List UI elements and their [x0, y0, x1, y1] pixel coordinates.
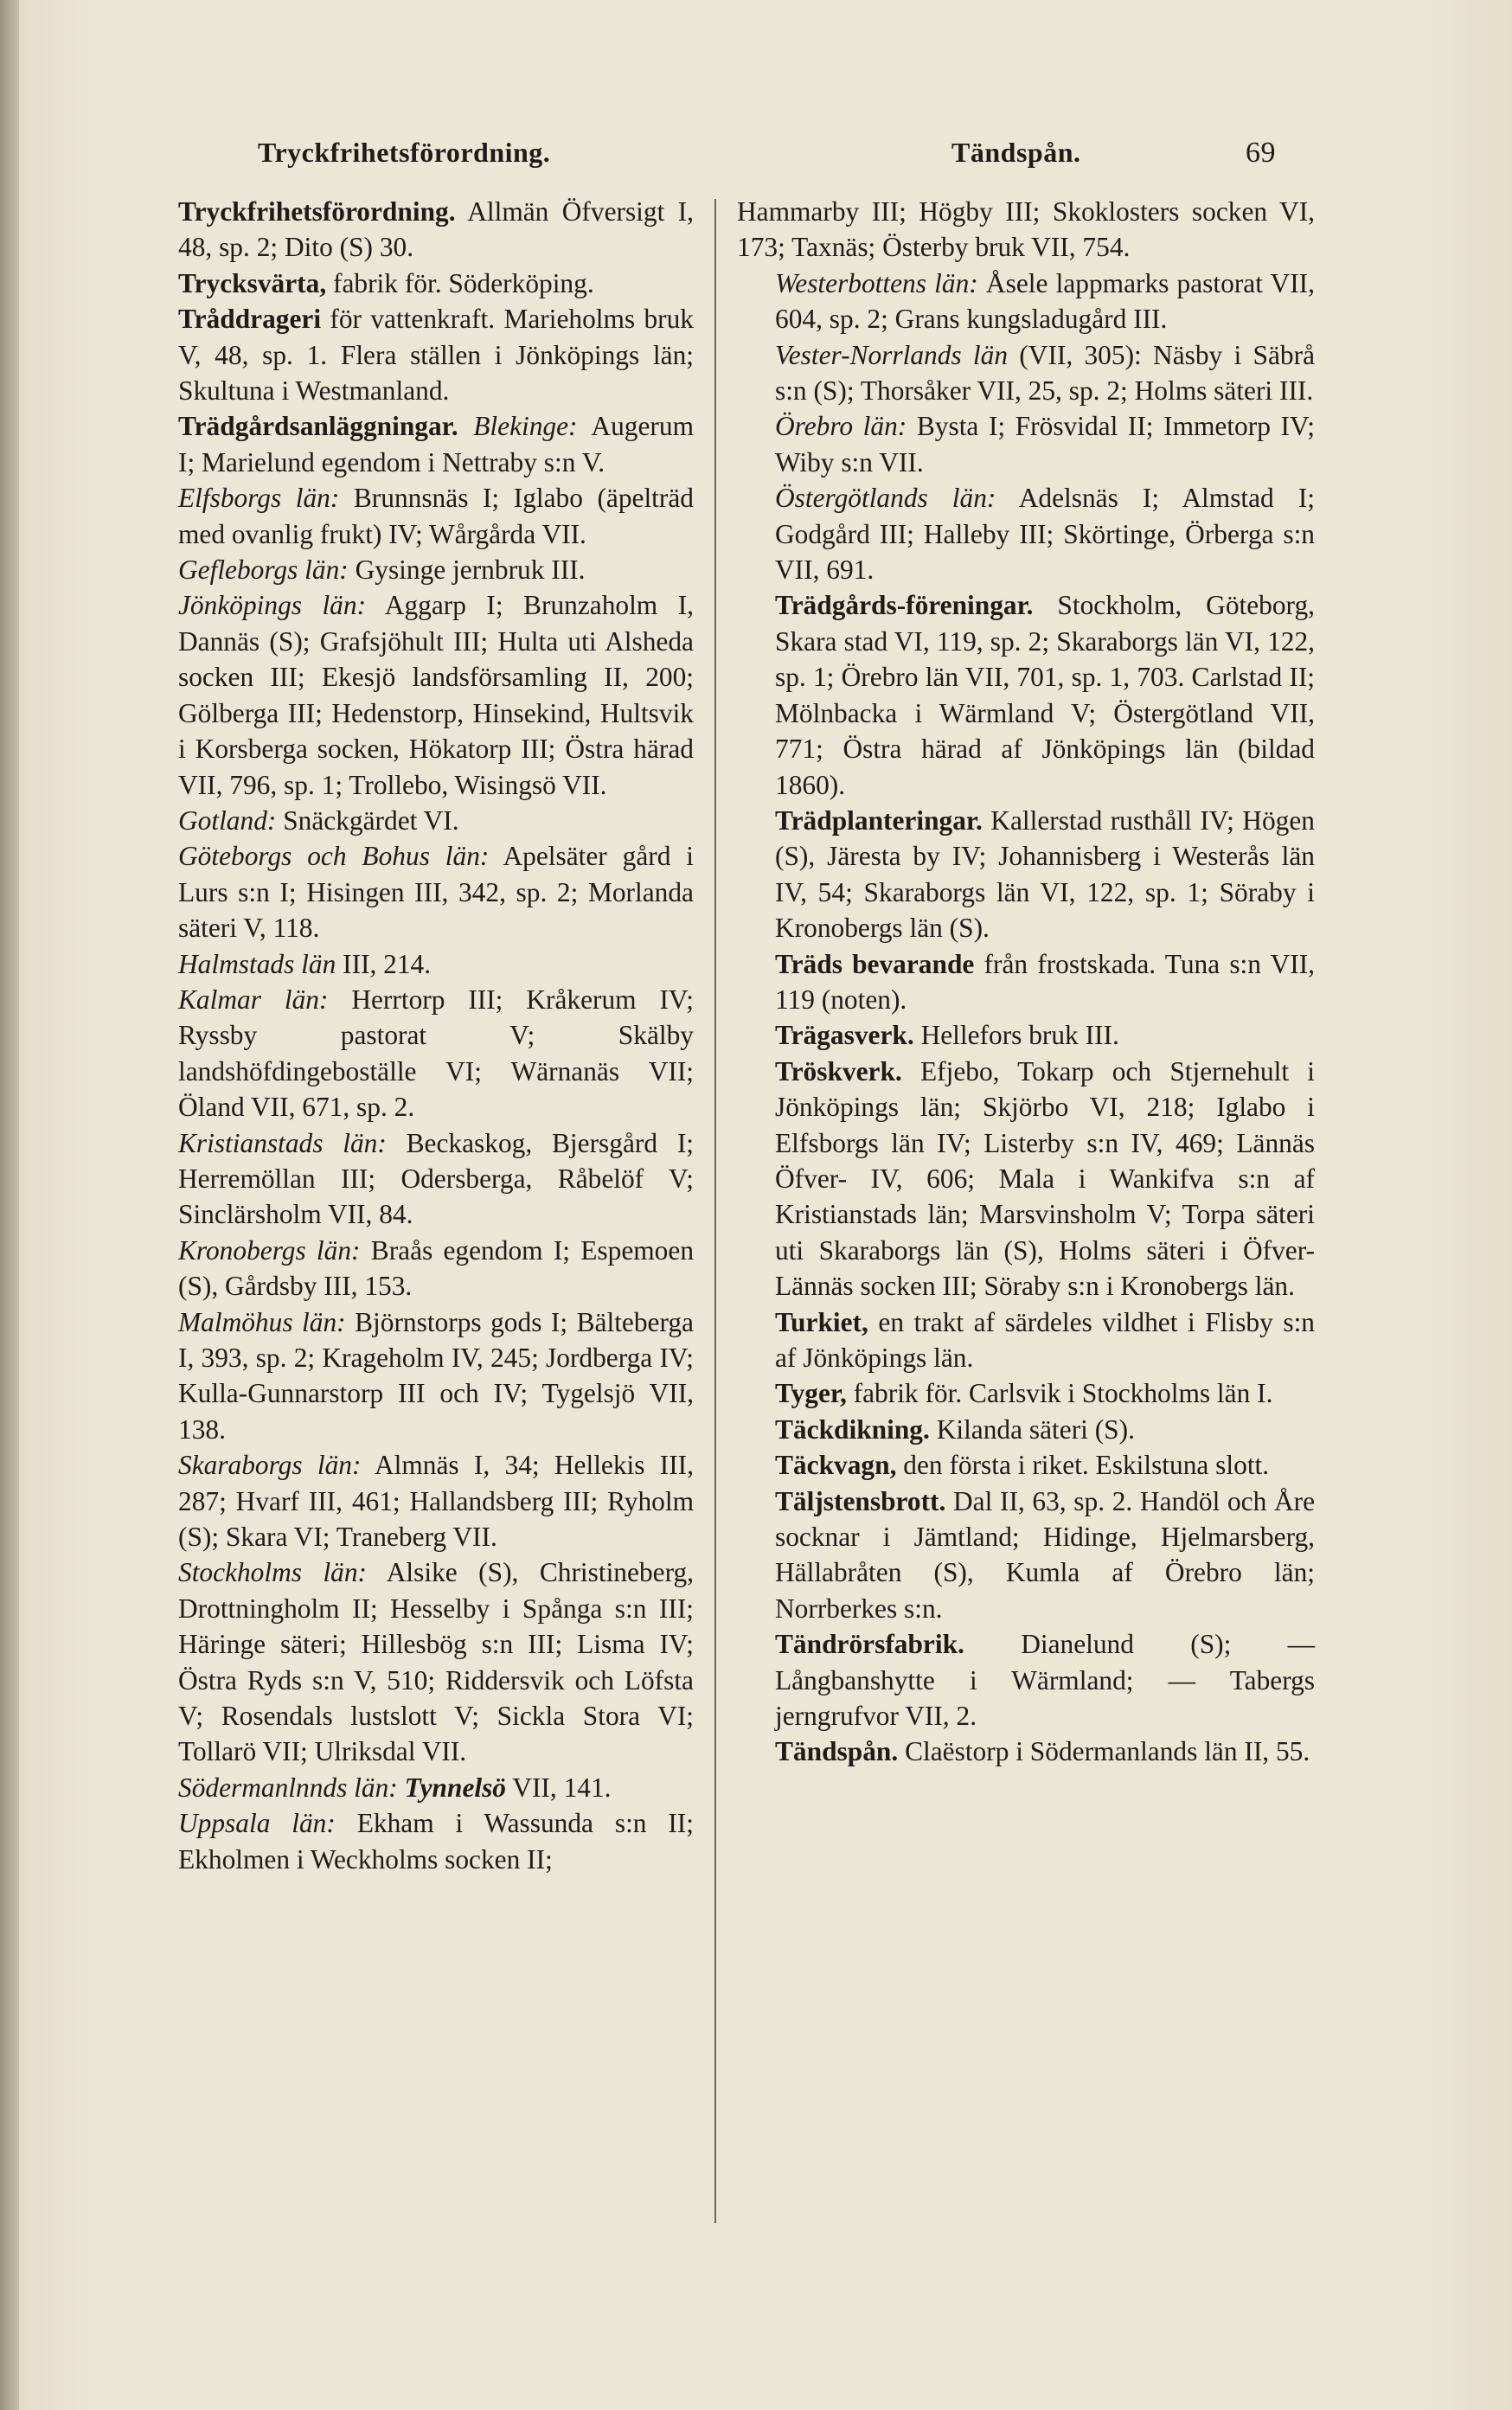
index-entry — [737, 1626, 1315, 1734]
header-left-title: Tryckfrihetsförordning. — [258, 137, 551, 168]
index-entry — [140, 803, 694, 838]
entry-text: en trakt af särdeles vildhet i Flisby s:n af Jönköpings län. — [775, 1306, 1315, 1373]
index-entry — [140, 266, 694, 301]
entry-region: Stockholms län: — [178, 1557, 368, 1588]
entry-text: Aggarp I; Brunzaholm I, Dannäs (S); Grafsjöhult III; Hulta uti Alsheda socken III; Ekesjö landsförsamling II, 200; Gölberga III; Hedenstorp, Hinsekind, Hultsvik i Korsberga socken, Hökatorp III; Östra härad VII, 796, sp. 1; Trollebo, Wisingsö VII. — [178, 590, 695, 800]
book-binding-edge — [0, 0, 19, 2410]
left-column — [140, 194, 694, 1877]
entry-region: Gefleborgs län: — [178, 554, 349, 586]
entry-text: Björnstorps gods I; Bälteberga I, 393, sp. 2; Krageholm IV, 245; Jordberga IV; Kulla-Gunnarstorp III och IV; Tygelsjö VII, 138. — [178, 1306, 694, 1445]
entry-text: Åsele lappmarks pastorat VII, 604, sp. 2; Grans kungsladugård III. — [775, 267, 1315, 335]
entry-region: Kristianstads län: — [178, 1127, 387, 1158]
header-right-title: Tändspån. — [951, 137, 1081, 168]
index-entry — [140, 408, 694, 480]
index-entry — [140, 480, 694, 552]
entry-text: Hammarby III; Högby III; Skoklosters socken VI, 173; Taxnäs; Österby bruk VII, 754. — [737, 196, 1315, 263]
index-entry — [140, 982, 694, 1125]
index-entry — [737, 337, 1315, 409]
entry-region: Jönköpings län: — [178, 590, 367, 621]
entry-heading: Trädgårdsanläggningar. — [178, 411, 458, 442]
entry-text: Gysinge jernbruk III. — [348, 554, 586, 586]
entry-heading: Täckdikning. — [775, 1413, 930, 1445]
entry-heading: Turkiet, — [775, 1306, 868, 1337]
entry-region: Blekinge: — [458, 411, 578, 442]
index-entry — [140, 1554, 694, 1769]
entry-region: Örebro län: — [775, 411, 907, 442]
entry-region: Uppsala län: — [178, 1808, 336, 1839]
entry-text: Dianelund (S); — Långbanshytte i Wärmland; — Tabergs jerngrufvor VII, 2. — [775, 1629, 1315, 1732]
entry-text: från frostskada. Tuna s:n VII, 119 (noten). — [775, 948, 1315, 1015]
entry-heading: Trädplanteringar. — [775, 804, 983, 836]
entry-heading: Täljstensbrott. — [775, 1485, 946, 1516]
index-entry — [140, 838, 694, 945]
entry-heading: Träds bevarande — [775, 948, 975, 979]
entry-emphasis: Tynnelsö — [397, 1772, 507, 1803]
entry-text: Kallerstad rusthåll IV; Högen (S), Järesta by IV; Johannisberg i Westerås län IV, 54; Skaraborgs län VI, 122, sp. 1; Söraby i Kronobergs län (S). — [775, 804, 1315, 944]
index-entry — [737, 1734, 1315, 1769]
index-entry — [140, 1304, 694, 1448]
entry-text: Claëstorp i Södermanlands län II, 55. — [898, 1736, 1310, 1767]
entry-text: Alsike (S), Christineberg, Drottningholm II; Hesselby i Spånga s:n III; Häringe säteri; Hillesbög s:n III; Lisma IV; Östra Ryds s:n V, 510; Riddersvik och Löfsta V; Rosendals lustslott V; Sickla Stora VI; Tollarö VII; Ulriksdal VII. — [178, 1557, 694, 1767]
entry-region: Göteborgs och Bohus län: — [178, 841, 490, 872]
entry-text: (VII, 305): Näsby i Säbrå s:n (S); Thorsåker VII, 25, sp. 2; Holms säteri III. — [775, 339, 1315, 407]
entry-text: Apelsäter gård i Lurs s:n I; Hisingen III, 342, sp. 2; Morlanda säteri V, 118. — [178, 841, 694, 944]
entry-text: Braås egendom I; Espemoen (S), Gårdsby III, 153. — [178, 1234, 695, 1302]
entry-text: Almnäs I, 34; Hellekis III, 287; Hvarf III, 461; Hallandsberg III; Ryholm (S); Skara VI; Traneberg VII. — [178, 1450, 694, 1553]
entry-region: Westerbottens län: — [775, 267, 978, 298]
entry-text: fabrik för. Söderköping. — [326, 267, 594, 298]
entry-text: Allmän Öfversigt I, 48, sp. 2; Dito (S) 30. — [178, 196, 694, 263]
index-entry — [737, 1054, 1315, 1304]
entry-heading: Trägasverk. — [775, 1020, 914, 1051]
index-entry — [737, 1375, 1315, 1411]
right-column — [737, 194, 1315, 1770]
entry-text: Snäckgärdet VI. — [276, 804, 459, 836]
entry-text: den första i riket. Eskilstuna slott. — [896, 1450, 1270, 1481]
entry-heading: Tråddrageri — [178, 304, 322, 335]
entry-region: Vester-Norrlands län — [775, 339, 1009, 370]
index-entry — [737, 1017, 1315, 1053]
entry-text: Bysta I; Frösvidal II; Immetorp IV; Wiby s:n VII. — [775, 411, 1316, 478]
index-entry — [140, 946, 694, 982]
index-entry — [737, 1484, 1315, 1627]
entry-text: Efjebo, Tokarp och Stjernehult i Jönköpings län; Skjörbo VI, 218; Iglabo i Elfsborgs län IV; Listerby s:n IV, 469; Lännäs Öfver- IV, 606; Mala i Wankifva s:n af Kristianstads län; Marsvinsholm V; Torpa säteri uti Skaraborgs län (S), Holms säteri i Öfver-Lännäs socken III; Söraby s:n i Kronobergs län. — [775, 1055, 1315, 1302]
entry-text: fabrik för. Carlsvik i Stockholms län I. — [846, 1378, 1273, 1409]
entry-heading: Tyger, — [775, 1378, 847, 1409]
entry-region: Kalmar län: — [178, 984, 329, 1015]
index-entry — [140, 1805, 694, 1877]
index-entry — [140, 587, 694, 802]
entry-text: Augerum I; Marielund egendom i Nettraby s:n V. — [178, 411, 694, 478]
entry-heading: Tryckfrihetsförordning. — [178, 196, 456, 227]
index-entry — [737, 1447, 1315, 1483]
entry-text: VII, 141. — [506, 1772, 612, 1803]
index-entry — [737, 587, 1315, 802]
index-entry — [140, 1233, 694, 1304]
index-entry — [737, 194, 1315, 266]
index-entry — [140, 1770, 694, 1805]
entry-text: Dal II, 63, sp. 2. Handöl och Åre socknar i Jämtland; Hidinge, Hjelmarsberg, Hällabråten (S), Kumla af Örebro län; Norrberkes s:n. — [775, 1485, 1315, 1624]
entry-region: Kronobergs län: — [178, 1234, 361, 1266]
index-entry — [140, 1125, 694, 1233]
index-entry — [737, 480, 1315, 587]
index-entry — [737, 1412, 1315, 1447]
index-entry — [737, 408, 1315, 480]
entry-heading: Trycksvärta, — [178, 267, 327, 298]
entry-region: Malmöhus län: — [178, 1306, 346, 1337]
index-entry — [140, 1447, 694, 1554]
index-entry — [140, 194, 694, 266]
entry-text: för vattenkraft. Marieholms bruk V, 48, sp. 1. Flera ställen i Jönköpings län; Skultuna i Westmanland. — [178, 304, 694, 407]
entry-heading: Trädgårds-föreningar. — [775, 590, 1034, 621]
index-entry — [140, 552, 694, 587]
index-entry — [737, 266, 1315, 337]
entry-heading: Tändrörsfabrik. — [775, 1629, 964, 1660]
entry-text: III, 214. — [336, 948, 432, 979]
entry-heading: Tändspån. — [775, 1736, 899, 1767]
entry-region: Södermanlnnds län: — [178, 1772, 398, 1803]
page-number: 69 — [1246, 137, 1276, 169]
entry-region: Elfsborgs län: — [178, 483, 340, 514]
index-entry — [737, 803, 1315, 946]
entry-heading: Täckvagn, — [775, 1450, 897, 1481]
entry-text: Kilanda säteri (S). — [929, 1413, 1135, 1445]
entry-text: Adelsnäs I; Almstad I; Godgård III; Halleby III; Skörtinge, Örberga s:n VII, 691. — [775, 483, 1316, 586]
entry-text: Stockholm, Göteborg, Skara stad VI, 119, sp. 2; Skaraborgs län VI, 122, sp. 1; Örebro län VII, 701, sp. 1, 703. Carlstad II; Mölnbacka i Wärmland V; Östergötland VII, 771; Östra härad af Jönköpings län (bildad 1860). — [775, 590, 1315, 800]
entry-text: Hellefors bruk III. — [913, 1020, 1119, 1051]
entry-text: Beckaskog, Bjersgård I; Herremöllan III; Odersberga, Råbelöf V; Sinclärsholm VII, 84. — [178, 1127, 694, 1230]
entry-region: Skaraborgs län: — [178, 1450, 362, 1481]
entry-text: Brunnsnäs I; Iglabo (äpelträd med ovanlig frukt) IV; Wårgårda VII. — [178, 483, 694, 549]
entry-region: Östergötlands län: — [775, 483, 996, 514]
index-entry — [737, 946, 1315, 1018]
column-divider — [714, 199, 716, 2223]
entry-region: Halmstads län — [178, 948, 336, 979]
entry-heading: Tröskverk. — [775, 1055, 902, 1086]
index-entry — [737, 1304, 1315, 1376]
running-header — [0, 137, 1512, 180]
entry-region: Gotland: — [178, 804, 277, 836]
entry-text: Ekham i Wassunda s:n II; Ekholmen i Weckholms socken II; — [178, 1808, 694, 1875]
entry-text: Herrtorp III; Kråkerum IV; Ryssby pastorat V; Skälby landshöfdingeboställe VI; Wärnanäs VII; Öland VII, 671, sp. 2. — [178, 984, 694, 1123]
index-entry — [140, 301, 694, 408]
